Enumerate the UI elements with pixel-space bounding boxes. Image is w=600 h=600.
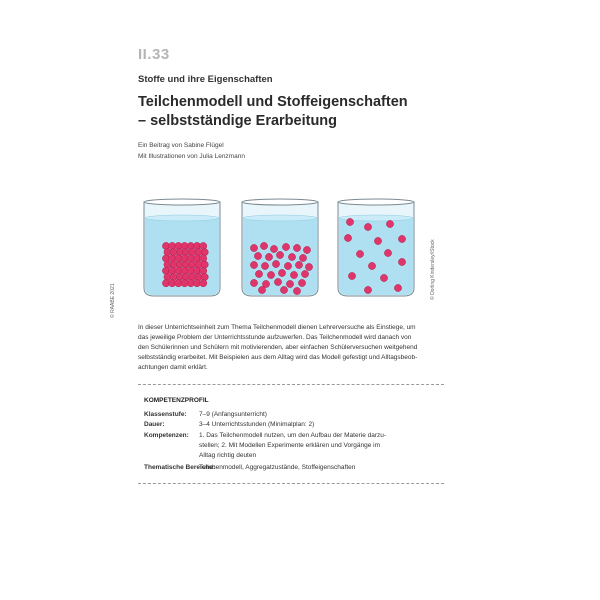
intro-line-4: selbstständig erarbeitet. Mit Beispielen aus dem Alltag wird das Modell gefestigt und Alltagsbeob- bbox=[138, 354, 418, 361]
liquid-particle bbox=[286, 280, 293, 287]
beaker-3 bbox=[338, 199, 414, 296]
liquid-particle bbox=[278, 269, 285, 276]
liquid-particle bbox=[299, 254, 306, 261]
liquid-particle bbox=[267, 271, 274, 278]
liquid-particle bbox=[293, 287, 300, 294]
gas-particle bbox=[398, 258, 405, 265]
copyright-note: © RAABE 2021 bbox=[110, 283, 116, 318]
liquid-particle bbox=[255, 270, 262, 277]
gas-particle bbox=[384, 249, 391, 256]
credits bbox=[138, 140, 245, 162]
gas-particle bbox=[386, 220, 393, 227]
gas-particle bbox=[348, 272, 355, 279]
solid-particle bbox=[200, 280, 207, 287]
liquid-particle bbox=[258, 286, 265, 293]
intro-line-1: In dieser Unterrichtseinheit zum Thema Teilchenmodell dienen Lehrerversuche als Einstiege, um bbox=[138, 324, 416, 331]
beaker-rim bbox=[144, 199, 220, 205]
gas-particle bbox=[356, 250, 363, 257]
gas-particle bbox=[364, 223, 371, 230]
kp-value: Teilchenmodell, Aggregatzustände, Stoffeigenschaften bbox=[199, 464, 356, 471]
liquid-particle bbox=[250, 279, 257, 286]
beaker-rim bbox=[242, 199, 318, 205]
illustrator-credit: Mit Illustrationen von Julia Lenzmann bbox=[138, 153, 245, 160]
section-subtitle: Stoffe und ihre Eigenschaften bbox=[138, 74, 273, 85]
liquid-particle bbox=[265, 253, 272, 260]
water-surface bbox=[243, 215, 317, 221]
intro-line-2: das jeweilige Problem der Unterrichtsstunde aufzuwerfen. Das Teilchenmodell wird danach von bbox=[138, 334, 412, 341]
beaker-water bbox=[339, 218, 413, 295]
gas-particle bbox=[364, 286, 371, 293]
liquid-particle bbox=[301, 270, 308, 277]
gas-particle bbox=[344, 234, 351, 241]
liquid-particle bbox=[284, 262, 291, 269]
kompetenzprofil-heading: KOMPETENZPROFIL bbox=[144, 397, 209, 404]
author-credit: Ein Beitrag von Sabine Flügel bbox=[138, 142, 224, 149]
liquid-particle bbox=[250, 244, 257, 251]
title-line-2: – selbstständige Erarbeitung bbox=[138, 113, 338, 129]
liquid-particle bbox=[261, 262, 268, 269]
intro-line-3: den Schülerinnen und Schülern mit motivierenden, aber einfachen Schülerversuchen weitgehend bbox=[138, 344, 418, 351]
beaker-illustration bbox=[140, 196, 420, 308]
page-title bbox=[138, 93, 408, 131]
beaker-rim bbox=[338, 199, 414, 205]
page-number: II.33 bbox=[138, 46, 170, 63]
gas-particle bbox=[398, 235, 405, 242]
gas-particle bbox=[374, 237, 381, 244]
kp-label: Thematische Bereiche: bbox=[144, 464, 216, 471]
liquid-particle bbox=[290, 271, 297, 278]
kp-label: Klassenstufe: bbox=[144, 411, 187, 418]
liquid-particle bbox=[260, 242, 267, 249]
liquid-particle bbox=[298, 279, 305, 286]
gas-particle bbox=[380, 274, 387, 281]
liquid-particle bbox=[276, 251, 283, 258]
intro-paragraph bbox=[138, 323, 443, 373]
divider-bottom bbox=[138, 483, 444, 484]
kp-value-line-1: 1. Das Teilchenmodell nutzen, um den Aufbau der Materie darzu- bbox=[199, 432, 387, 439]
liquid-particle bbox=[295, 261, 302, 268]
liquid-particle bbox=[305, 263, 312, 270]
liquid-particle bbox=[254, 252, 261, 259]
kp-value bbox=[199, 431, 427, 461]
liquid-particle bbox=[282, 243, 289, 250]
liquid-particle bbox=[293, 244, 300, 251]
water-surface bbox=[145, 215, 219, 221]
liquid-particle bbox=[280, 286, 287, 293]
intro-line-5: achtungen damit erklärt. bbox=[138, 364, 208, 371]
gas-particle bbox=[394, 284, 401, 291]
gas-particle bbox=[368, 262, 375, 269]
liquid-particle bbox=[303, 246, 310, 253]
kp-value: 7–9 (Anfangsunterricht) bbox=[199, 411, 267, 418]
image-credit: © Dorling Kindersley/iStock bbox=[430, 239, 436, 300]
liquid-particle bbox=[288, 253, 295, 260]
gas-particle bbox=[346, 218, 353, 225]
liquid-particle bbox=[270, 245, 277, 252]
title-line-1: Teilchenmodell und Stoffeigenschaften bbox=[138, 94, 408, 110]
kp-value-line-2: stellen; 2. Mit Modellen Experimente erklären und Vorgänge im bbox=[199, 442, 381, 449]
kp-value-line-3: Alltag richtig deuten bbox=[199, 452, 257, 459]
kp-value: 3–4 Unterrichtsstunden (Minimalplan: 2) bbox=[199, 421, 315, 428]
liquid-particle bbox=[250, 261, 257, 268]
divider-top bbox=[138, 384, 444, 385]
liquid-particle bbox=[272, 260, 279, 267]
kp-label: Kompetenzen: bbox=[144, 432, 189, 439]
liquid-particle bbox=[274, 278, 281, 285]
kp-label: Dauer: bbox=[144, 421, 165, 428]
